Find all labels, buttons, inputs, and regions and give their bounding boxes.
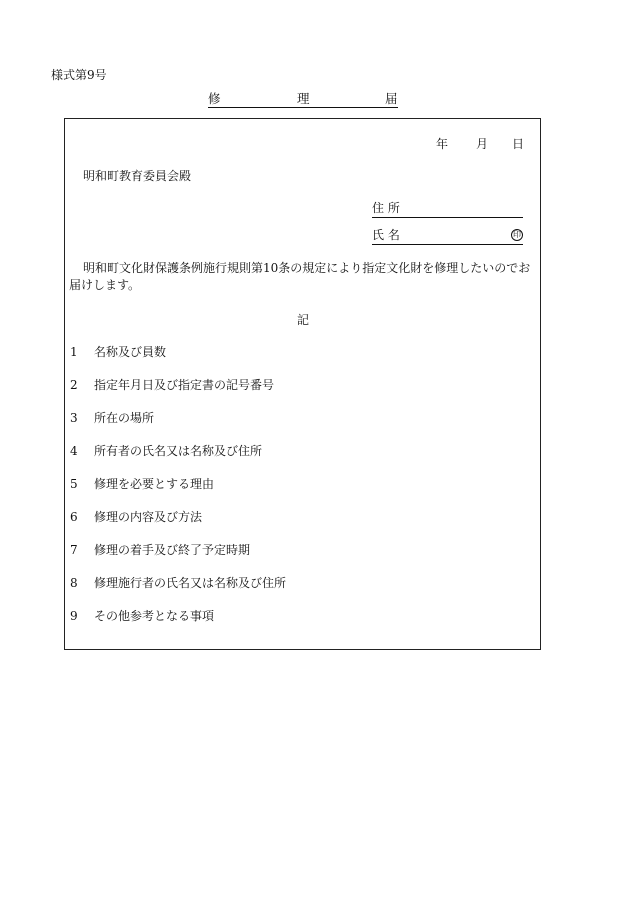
item-label: その他参考となる事項 (94, 609, 215, 623)
item-label: 修理の内容及び方法 (94, 510, 203, 524)
item-number: 4 (70, 444, 78, 458)
body-paragraph: 明和町文化財保護条例施行規則第10条の規定により指定文化財を修理したいのでお届けします。 (69, 261, 531, 292)
addressee: 明和町教育委員会殿 (83, 169, 192, 183)
document-title (208, 91, 398, 108)
form-number: 様式第9号 (51, 68, 107, 82)
item-number: 8 (70, 576, 78, 590)
list-item (70, 608, 286, 641)
name-field[interactable] (372, 228, 523, 245)
item-number: 7 (70, 543, 78, 557)
item-label: 所有者の氏名又は名称及び住所 (94, 444, 263, 458)
item-list (70, 344, 286, 641)
list-item (70, 575, 286, 608)
date-month-label: 月 (476, 137, 489, 151)
list-item (70, 509, 286, 542)
title-char-2: 理 (297, 91, 310, 106)
name-label: 氏 名 (372, 228, 400, 242)
item-number: 3 (70, 411, 78, 425)
address-field[interactable] (372, 201, 523, 218)
address-label: 住 所 (372, 201, 400, 215)
list-item (70, 542, 286, 575)
item-label: 指定年月日及び指定書の記号番号 (94, 378, 275, 392)
list-item (70, 476, 286, 509)
title-char-3: 届 (385, 91, 398, 106)
item-label: 修理を必要とする理由 (94, 477, 215, 491)
list-item (70, 443, 286, 476)
title-char-1: 修 (208, 91, 221, 106)
item-label: 所在の場所 (94, 411, 155, 425)
list-item (70, 344, 286, 377)
seal-icon: 印 (513, 230, 521, 239)
list-item (70, 377, 286, 410)
item-number: 2 (70, 378, 78, 392)
list-item (70, 410, 286, 443)
item-label: 名称及び員数 (94, 345, 167, 359)
date-day-label: 日 (512, 137, 525, 151)
item-number: 1 (70, 345, 78, 359)
ki-heading: 記 (297, 313, 310, 327)
item-label: 修理施行者の氏名又は名称及び住所 (94, 576, 287, 590)
item-number: 6 (70, 510, 78, 524)
item-number: 5 (70, 477, 78, 491)
item-number: 9 (70, 609, 78, 623)
item-label: 修理の着手及び終了予定時期 (94, 543, 251, 557)
date-year-label: 年 (436, 137, 449, 151)
